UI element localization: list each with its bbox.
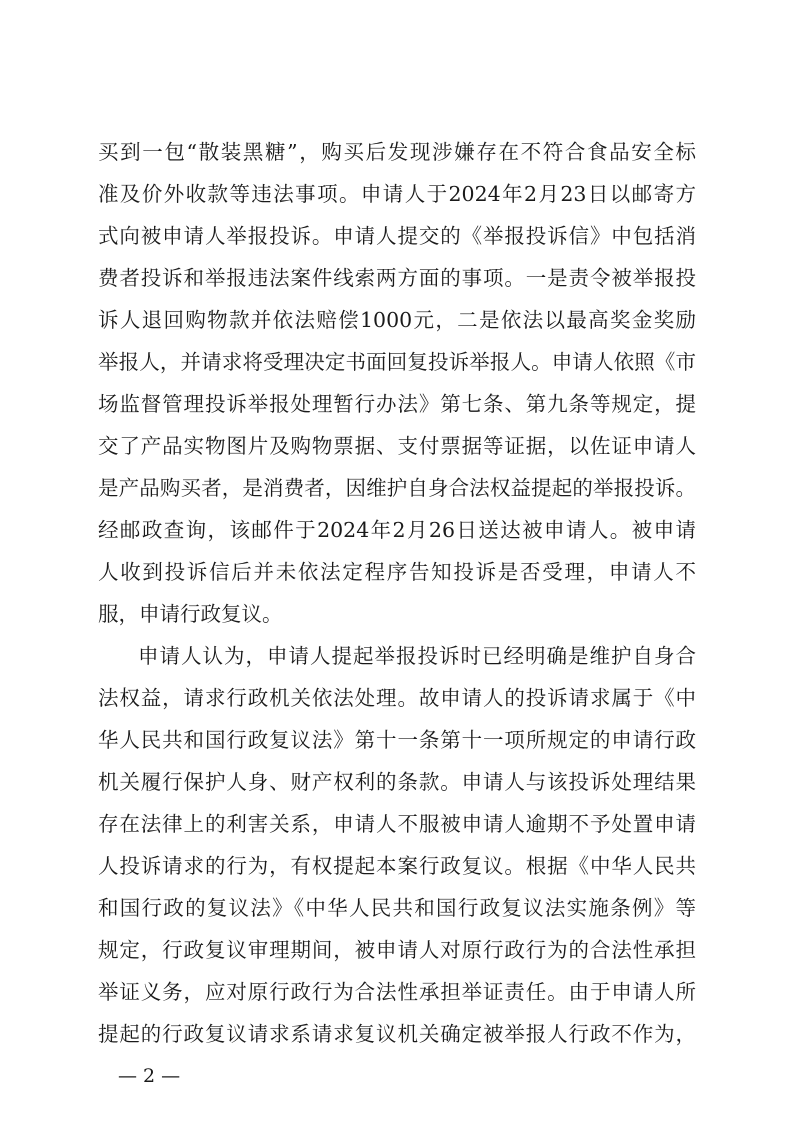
paragraph-line: 法权益，请求行政机关依法处理。故申请人的投诉请求属于《中 <box>98 686 696 710</box>
paragraph-line: 存在法律上的利害关系，申请人不服被申请人逾期不予处置申请 <box>98 812 696 836</box>
paragraph-line: 申请人认为，申请人提起举报投诉时已经明确是维护自身合 <box>138 644 696 668</box>
paragraph-line: 买到一包“散装黑糖”，购买后发现涉嫌存在不符合食品安全标 <box>98 140 696 164</box>
paragraph-line: 人投诉请求的行为，有权提起本案行政复议。根据《中华人民共 <box>98 854 696 878</box>
page-number: — 2 — <box>118 1065 181 1087</box>
paragraph-line: 服，申请行政复议。 <box>98 602 283 626</box>
paragraph-line: 场监督管理投诉举报处理暂行办法》第七条、第九条等规定，提 <box>98 392 696 416</box>
paragraph-line: 举证义务，应对原行政行为合法性承担举证责任。由于申请人所 <box>98 980 696 1004</box>
paragraph-line: 准及价外收款等违法事项。申请人于2024年2月23日以邮寄方 <box>98 182 696 206</box>
paragraph-line: 举报人，并请求将受理决定书面回复投诉举报人。申请人依照《市 <box>98 350 696 374</box>
paragraph-line: 提起的行政复议请求系请求复议机关确定被举报人行政不作为， <box>98 1022 696 1046</box>
paragraph-line: 华人民共和国行政复议法》第十一条第十一项所规定的申请行政 <box>98 728 696 752</box>
paragraph-line: 人收到投诉信后并未依法定程序告知投诉是否受理，申请人不 <box>98 560 696 584</box>
paragraph-line: 机关履行保护人身、财产权利的条款。申请人与该投诉处理结果 <box>98 770 696 794</box>
paragraph-line: 经邮政查询，该邮件于2024年2月26日送达被申请人。被申请 <box>98 518 696 542</box>
paragraph-line: 规定，行政复议审理期间，被申请人对原行政行为的合法性承担 <box>98 938 696 962</box>
paragraph-line: 和国行政的复议法》《中华人民共和国行政复议法实施条例》等 <box>98 896 696 920</box>
paragraph-line: 是产品购买者，是消费者，因维护自身合法权益提起的举报投诉。 <box>98 476 696 500</box>
paragraph-line: 式向被申请人举报投诉。申请人提交的《举报投诉信》中包括消 <box>98 224 696 248</box>
paragraph-line: 诉人退回购物款并依法赔偿1000元，二是依法以最高奖金奖励 <box>98 308 696 332</box>
paragraph-line: 交了产品实物图片及购物票据、支付票据等证据，以佐证申请人 <box>98 434 696 458</box>
paragraph-line: 费者投诉和举报违法案件线索两方面的事项。一是责令被举报投 <box>98 266 696 290</box>
